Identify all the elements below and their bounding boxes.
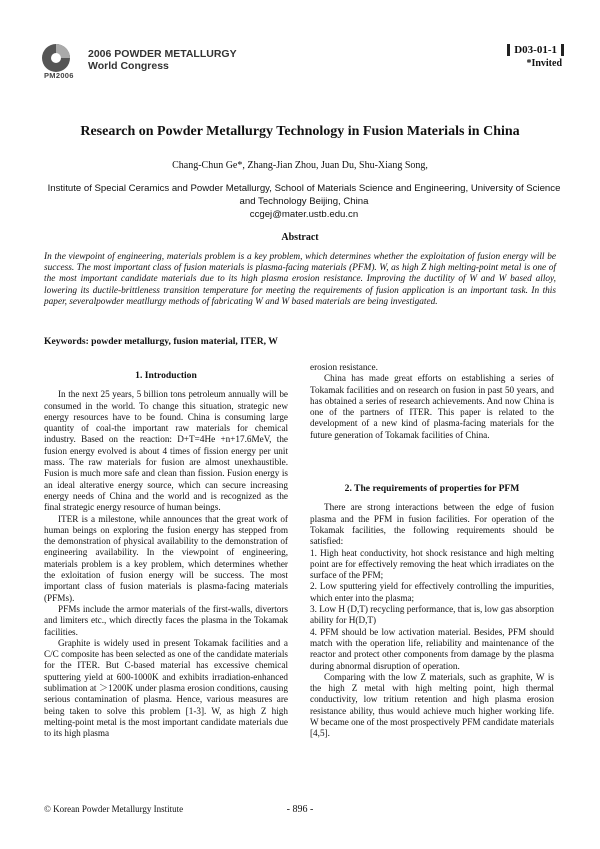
list-item: 2. Low sputtering yield for effectively controlling the impurities, which enter into the plasma; [310,581,554,603]
logo-text: PM2006 [44,71,74,80]
paragraph: ITER is a milestone, while announces that the great work of human beings on exploring the fusion energy has stepped from the demonstration of physical availability to the demonstration of engineering availability. In the viewpoint of engineering, materials problem is a key problem, which determines whether the exloitation of fusion energy will be success. The most important class of fusion materials is plasma-facing materials (PFMs). [44,513,288,603]
paragraph: There are strong interactions between the edge of fusion plasma and the PFM in fusion facilities. For operation of the Tokamak facilities, the following requirements should be satisfied: [310,502,554,547]
conference-line1: 2006 POWDER METALLURGY [88,48,237,60]
conference-name [88,48,237,72]
affiliation [44,182,564,221]
author-email[interactable]: ccgej@mater.ustb.edu.cn [249,209,359,220]
paragraph: In the next 25 years, 5 billion tons petroleum annually will be consumed in the world. To change this situation, strategic new energy resources have to be found. China is consuming large quantity of coal-the important raw materials for chemical industry. Based on the reaction: D+T=4He +n+17.6MeV, the fusion energy evolved is about 4 times of fission energy per unit mass. The raw materials for fusion are almost unexhaustible. Fusion is much more safe and clean than fission. Fusion energy is an ideal alterative energy source, which can secure increasing energy needs of China and the world and is recognized as the final strategic energy resource of human beings. [44,389,288,513]
right-column [310,362,554,740]
left-column [44,362,288,740]
paragraph: China has made great efforts on establishing a series of Tokamak facilities and on research on fusion in past 50 years, and has obtained a series of research achievements. And now China is one of the partners of ITER. This paper is related to the development of a new kind of plasma-facing materials for the future generation of Tokamak facilities of China. [310,373,554,440]
conference-line2: World Congress [88,60,169,72]
paragraph: erosion resistance. [310,362,378,372]
keywords: Keywords: powder metallurgy, fusion material, ITER, W [44,336,278,347]
section-heading-requirements: 2. The requirements of properties for PFM [344,483,520,495]
authors: Chang-Chun Ge*, Zhang-Jian Zhou, Juan Du, Shu-Xiang Song, [172,160,428,171]
paragraph: PFMs include the armor materials of the first-walls, divertors and limiters etc., which directly faces the plasma in the Tokamak facilities. [44,603,288,637]
paper-code: D03-01-1 [507,44,564,56]
list-item: 1. High heat conductivity, hot shock resistance and high melting point are for effectively removing the heat which irradiates on the surface of the PFM; [310,547,554,581]
section-heading-introduction: 1. Introduction [135,370,197,381]
paper-title: Research on Powder Metallurgy Technology in Fusion Materials in China [80,124,520,139]
copyright: © Korean Powder Metallurgy Institute [44,804,184,814]
invited-label: *Invited [526,58,562,69]
list-item: 4. PFM should be low activation material. Besides, PFM should match with the operation life, reliability and maintenance of the reactor and protect other components from damage by the plasma during abnormal disruption of operation. [310,626,554,671]
affiliation-text: Institute of Special Ceramics and Powder Metallurgy, School of Materials Science and Engineering, University of Science and Technology Beijing, China [47,183,561,207]
abstract-heading: Abstract [281,232,319,243]
abstract-text: In the viewpoint of engineering, materials problem is a key problem, which determines whether the exploitation of fusion energy will be success. The most important class of fusion materials is plasma-facing materials (PFM). W, as high Z high melting-point metal is one of the most important candidate materials due to its high plasma erosion resistance. Improving the ductility of W and W based alloy, lowering its ductile-brittleness transition temperature for meeting the requirements of fusion application is an important task. In this paper, severalpowder meatllurgy methods of fabricating W and W based materials are being investigated. [44,252,556,307]
paragraph: Comparing with the low Z materials, such as graphite, W is the high Z metal with high melting point, high thermal conductivity, low tritium retention and high plasma erosion resistance ability, thus would achieve much higher working life. W became one of the most prospectively PFM candidate materials [4,5]. [310,671,554,739]
paragraph: Graphite is widely used in present Tokamak facilities and a C/C composite has been selected as one of the candidate materials for the ITER. But C-based material has excessive chemical sputtering yield at 600-1000K and exhibits irradiation-enhanced sublimation at ＞1200K under plasma erosion conditions, causing serious contamination of plasma. Hence, various measures are being taken to solve this problem [1-3]. W, as high Z high melting-point metal is the most important candidate materials due to its high plasma [44,637,288,739]
list-item: 3. Low H (D,T) recycling performance, that is, low gas absorption ability for H(D,T) [310,604,554,626]
page-number: - 896 - [286,804,314,815]
